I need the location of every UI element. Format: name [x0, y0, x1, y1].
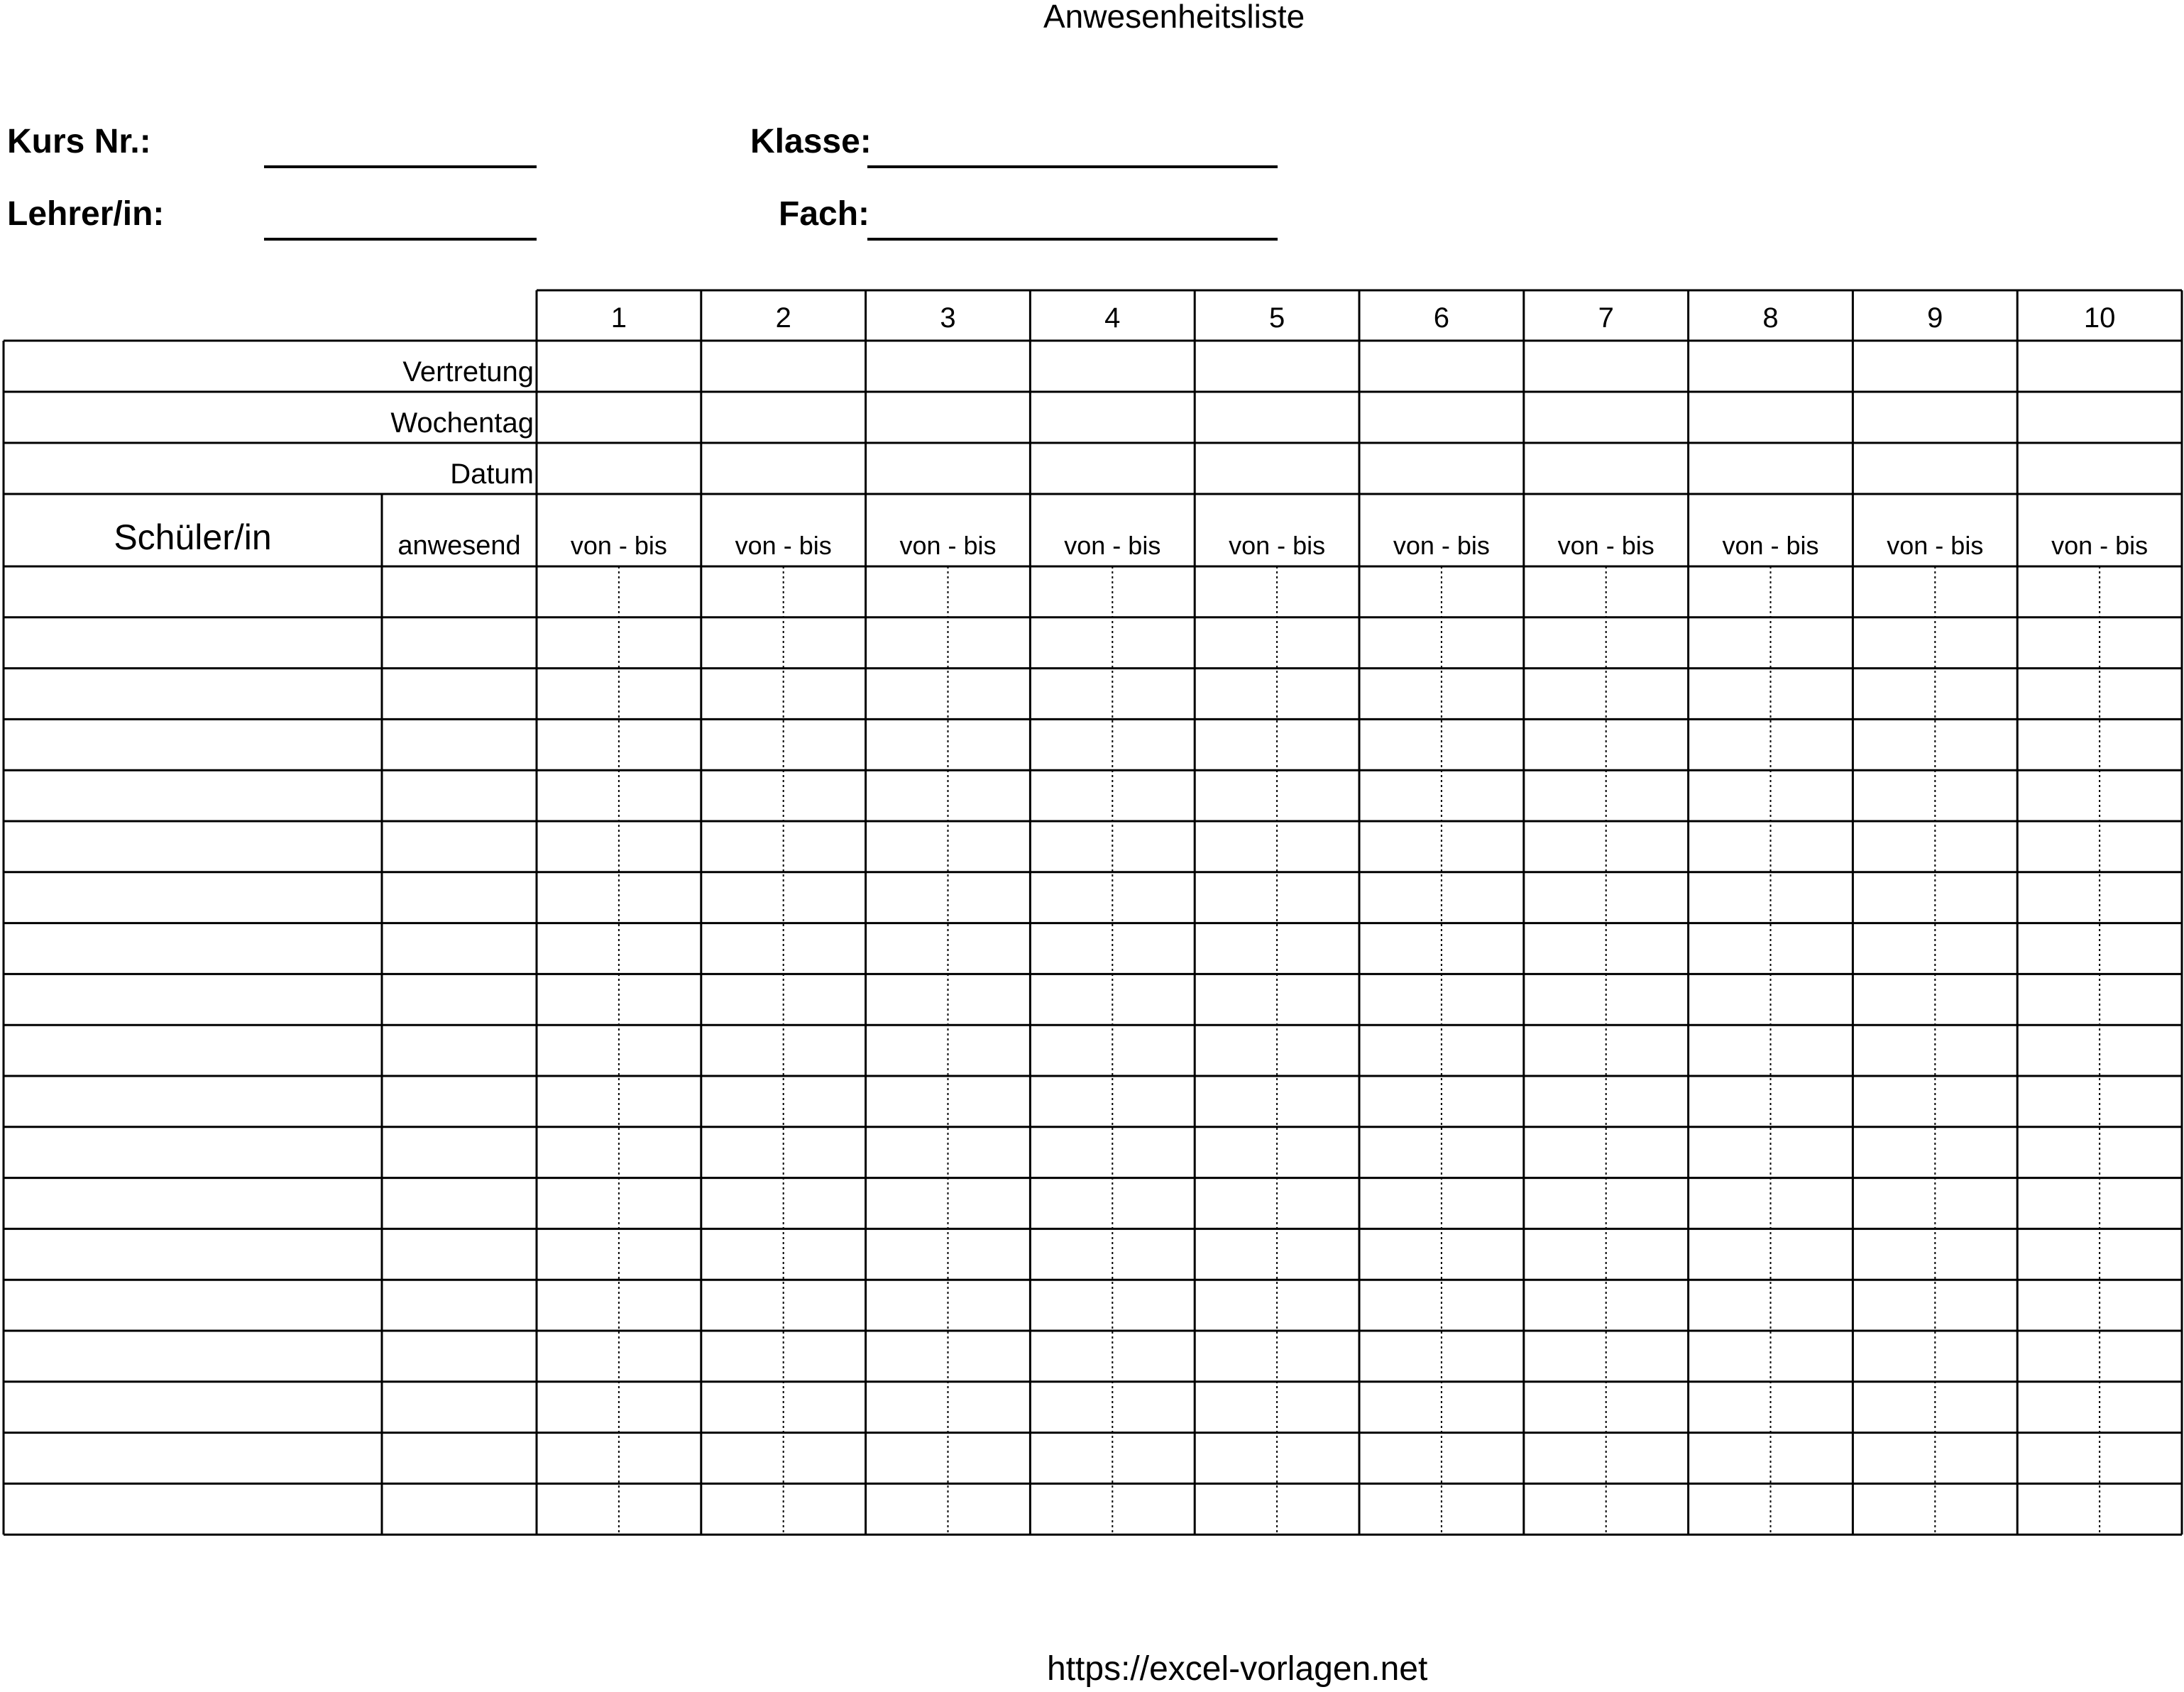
student-header: Schüler/in	[114, 517, 272, 557]
lehrer-label: Lehrer/in:	[7, 195, 165, 233]
row-label-datum: Datum	[450, 458, 534, 490]
von-bis-header: von - bis	[1393, 531, 1490, 560]
von-bis-header: von - bis	[1722, 531, 1819, 560]
session-number: 7	[1598, 302, 1614, 334]
von-bis-header: von - bis	[1064, 531, 1161, 560]
fach-label: Fach:	[779, 195, 870, 233]
von-bis-header: von - bis	[1887, 531, 1984, 560]
session-number: 2	[775, 302, 791, 334]
session-number: 4	[1104, 302, 1121, 334]
von-bis-header: von - bis	[1557, 531, 1655, 560]
page-title: Anwesenheitsliste	[1043, 0, 1305, 35]
session-number: 8	[1762, 302, 1779, 334]
von-bis-header: von - bis	[2051, 531, 2149, 560]
row-label-vertretung: Vertretung	[402, 356, 534, 388]
kurs-label: Kurs Nr.:	[7, 123, 151, 160]
session-number: 3	[940, 302, 956, 334]
von-bis-header: von - bis	[1229, 531, 1326, 560]
von-bis-header: von - bis	[570, 531, 667, 560]
session-number: 6	[1433, 302, 1450, 334]
von-bis-header: von - bis	[735, 531, 832, 560]
session-number: 9	[1927, 302, 1943, 334]
session-number: 5	[1268, 302, 1285, 334]
klasse-label: Klasse:	[750, 123, 872, 160]
footer-url[interactable]: https://excel-vorlagen.net	[1047, 1650, 1428, 1688]
von-bis-header: von - bis	[899, 531, 997, 560]
session-number: 10	[2083, 302, 2116, 334]
row-label-wochentag: Wochentag	[390, 407, 534, 439]
present-header: anwesend	[397, 531, 521, 561]
session-number: 1	[610, 302, 627, 334]
